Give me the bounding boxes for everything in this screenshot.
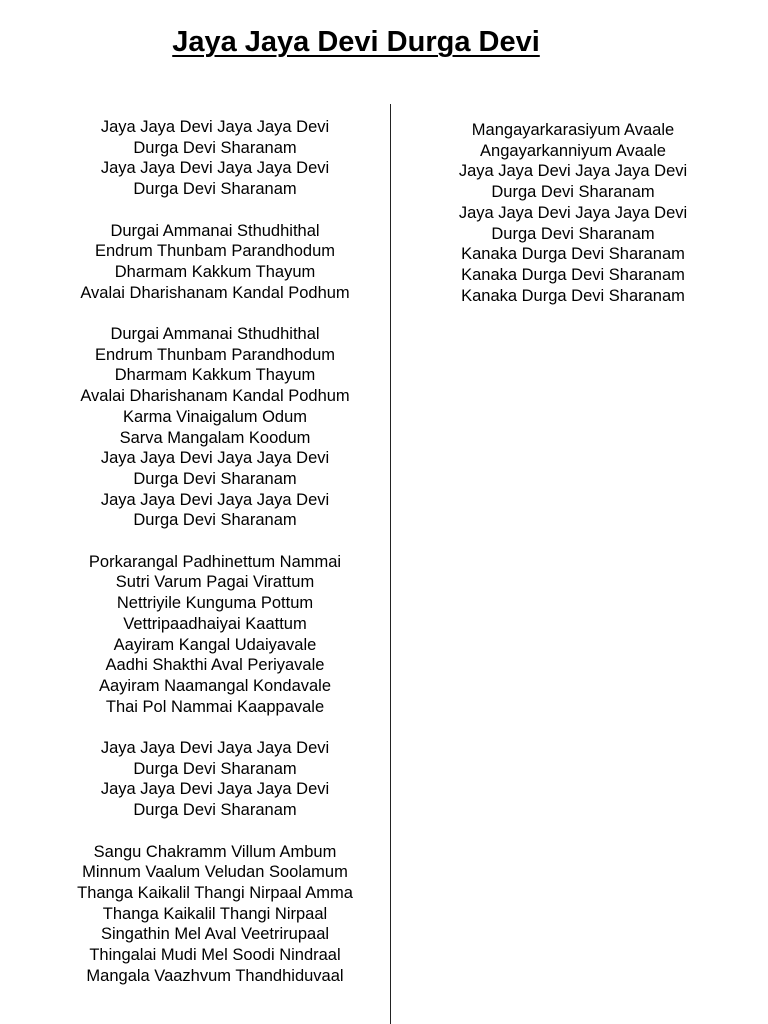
column-divider [390, 104, 391, 1024]
lyric-line: Durgai Ammanai Sthudhithal [110, 325, 320, 343]
lyric-line: Aayiram Kangal Udaiyavale [113, 635, 317, 654]
lyric-line: Aayiram Naamangal Kondavale [98, 676, 332, 695]
lyric-line: Jaya Jaya Devi Jaya Jaya Devi [458, 203, 688, 222]
lyric-line: Durgai Ammanai Sthudhithal [110, 221, 320, 240]
lyric-line: Durga Devi Sharanam [133, 180, 297, 199]
lyric-line: Mangayarkarasiyum Avaale [471, 121, 675, 139]
lyric-line: Sutri Varum Pagai Virattum [115, 573, 315, 592]
lyric-line: Jaya Jaya Devi Jaya Jaya Devi [100, 159, 330, 178]
lyric-line: Jaya Jaya Devi Jaya Jaya Devi [100, 490, 330, 509]
lyric-line: Jaya Jaya Devi Jaya Jaya Devi [100, 118, 330, 136]
lyric-line: Durga Devi Sharanam [133, 759, 297, 778]
lyric-line: Vettripaadhaiyai Kaattum [123, 614, 307, 633]
lyric-line: Endrum Thunbam Parandhodum [94, 345, 335, 364]
lyric-line: Thingalai Mudi Mel Soodi Nindraal [89, 946, 341, 965]
lyric-line: Sarva Mangalam Koodum [119, 428, 311, 447]
lyric-line: Durga Devi Sharanam [491, 224, 655, 243]
lyric-stanza [40, 117, 390, 200]
lyric-line: Durga Devi Sharanam [133, 469, 297, 488]
lyric-line: Thai Pol Nammai Kaappavale [105, 697, 325, 716]
lyric-line: Aadhi Shakthi Aval Periyavale [105, 656, 325, 675]
lyric-line: Jaya Jaya Devi Jaya Jaya Devi [458, 162, 688, 181]
lyric-line: Endrum Thunbam Parandhodum [94, 242, 335, 261]
lyric-stanza [400, 120, 746, 306]
lyric-stanza [40, 552, 390, 718]
lyric-line: Kanaka Durga Devi Sharanam [461, 265, 685, 284]
lyric-line: Durga Devi Sharanam [133, 511, 297, 530]
lyric-line: Thanga Kaikalil Thangi Nirpaal Amma [77, 883, 353, 902]
lyric-line: Jaya Jaya Devi Jaya Jaya Devi [100, 449, 330, 468]
lyric-line: Avalai Dharishanam Kandal Podhum [80, 283, 350, 302]
lyric-line: Mangala Vaazhvum Thandhiduvaal [86, 966, 344, 985]
lyric-line: Durga Devi Sharanam [133, 801, 297, 820]
page-title: Jaya Jaya Devi Durga Devi [172, 26, 540, 58]
lyric-line: Avalai Dharishanam Kandal Podhum [80, 387, 350, 406]
lyric-line: Dharmam Kakkum Thayum [114, 262, 316, 281]
lyric-line: Dharmam Kakkum Thayum [114, 366, 316, 385]
lyric-line: Durga Devi Sharanam [133, 138, 297, 157]
lyric-line: Sangu Chakramm Villum Ambum [93, 842, 337, 861]
lyric-line: Durga Devi Sharanam [491, 183, 655, 202]
lyric-line: Minnum Vaalum Veludan Soolamum [82, 863, 348, 882]
lyric-stanza [40, 842, 390, 987]
lyric-line: Kanaka Durga Devi Sharanam [461, 286, 685, 305]
lyric-line: Jaya Jaya Devi Jaya Jaya Devi [100, 780, 330, 799]
lyric-stanza [40, 738, 390, 821]
left-lyrics-column [40, 117, 390, 986]
lyric-stanza [40, 221, 390, 304]
lyric-line: Porkarangal Padhinettum Nammai [88, 552, 342, 571]
lyric-stanza [40, 324, 390, 531]
right-lyrics-column [400, 120, 746, 306]
lyric-line: Singathin Mel Aval Veetrirupaal [100, 925, 330, 944]
lyric-line: Jaya Jaya Devi Jaya Jaya Devi [100, 739, 330, 758]
lyric-line: Angayarkanniyum Avaale [480, 141, 666, 160]
lyric-line: Karma Vinaigalum Odum [122, 407, 308, 426]
lyric-line: Thanga Kaikalil Thangi Nirpaal [102, 904, 328, 923]
lyric-line: Nettriyile Kunguma Pottum [116, 594, 314, 613]
lyric-line: Kanaka Durga Devi Sharanam [461, 245, 685, 264]
